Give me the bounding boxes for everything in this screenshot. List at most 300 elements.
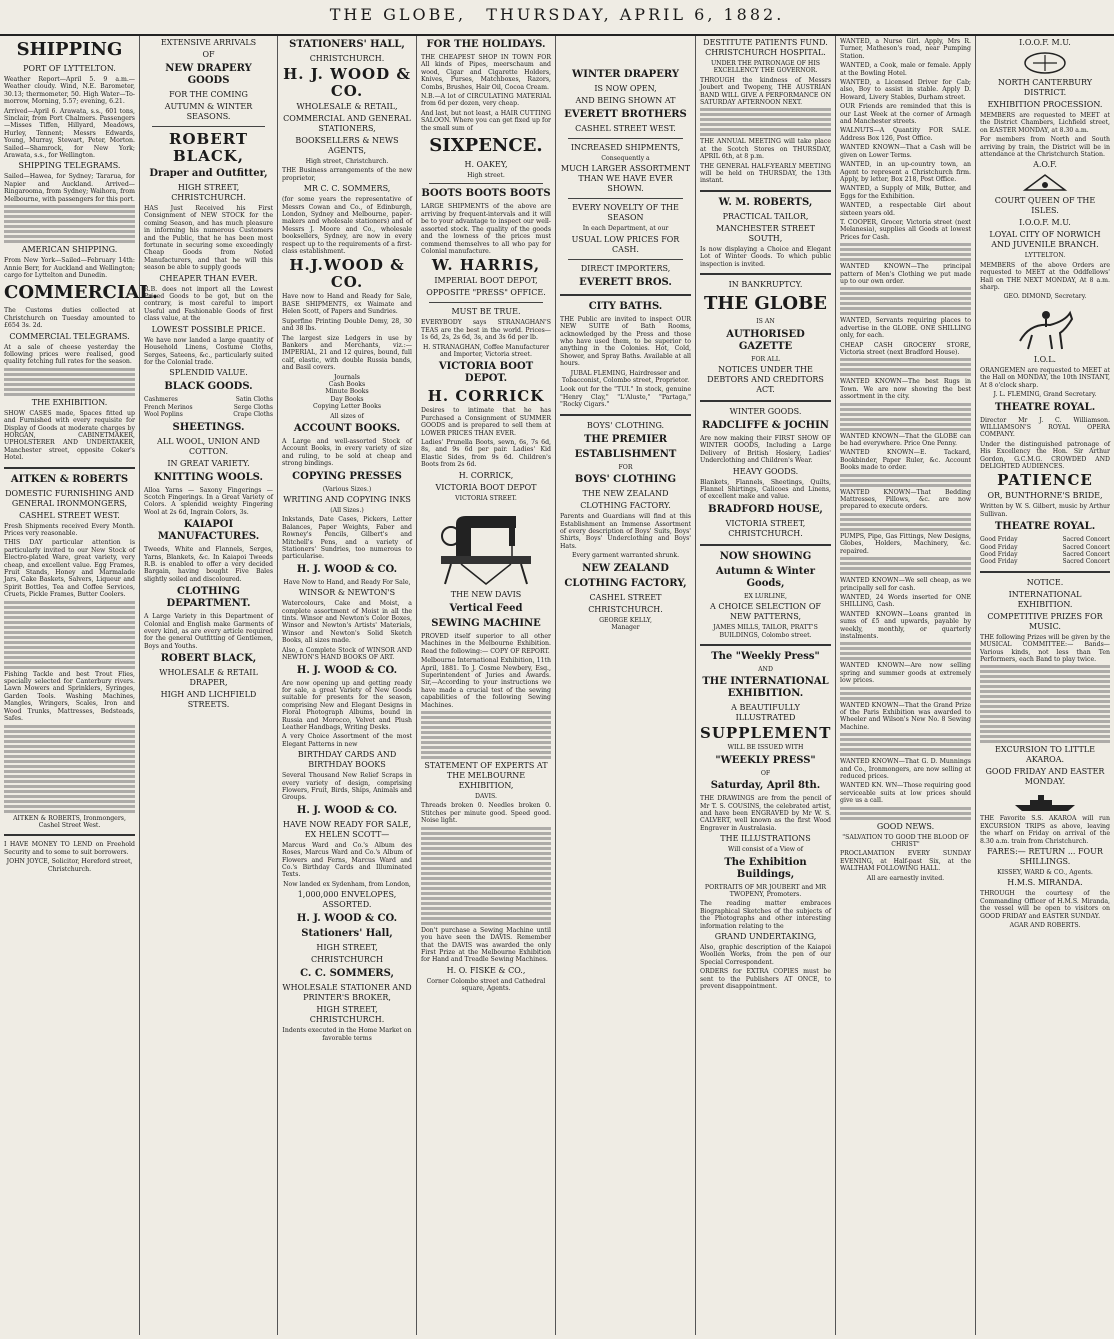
victoria-depot-heading: VICTORIA BOOT DEPOT. xyxy=(438,361,534,385)
wholesale-line: WHOLESALE & RETAIL, xyxy=(296,102,398,111)
aof-heading: A.O.F. xyxy=(1033,160,1057,170)
factory-heading: CLOTHING FACTORY, xyxy=(564,577,687,589)
theatre-text-2: Under the distinguished patronage of His Excellency the Hon. Sir Arthur Gordon, G.C.M.G. CROWDED AND DELIGHTED AUDIENCES. xyxy=(980,440,1110,470)
text-filler xyxy=(840,287,971,315)
clothing-text: A Large Variety in this Department of Colonial and English make Garments of every kind, as are every article required for the general Outfitting of Gentlemen, Boys and Youths. xyxy=(144,613,273,650)
wanted-ad: WANTED KNOWN—That a Cash will be given on Lower Terms. xyxy=(840,144,971,159)
wood-heading-6: H. J. WOOD & CO. xyxy=(296,913,398,925)
members-text: MEMBERS of the above Orders are requested to MEET at the Oddfellows' Hall on THE NEXT MONDAY, At 8 a.m. sharp. xyxy=(980,261,1110,292)
wood-text-7: Inkstands, Date Cases, Pickers, Letter Balances, Paper Weights, Faber and Rowney's Pencils, Gilbert's and Mitchell's Pens, and a variety of Stationers' Sundries, too numerous to particularise. xyxy=(282,516,412,561)
baths-text: THE Public are invited to inspect OUR NEW SUITE of Bath Rooms, acknowledged by the Press and those who have used them, to be superior to anything in the Colonies. Hot, Cold, Shower, and Spray Baths. Available at all hours. xyxy=(560,315,691,368)
text-filler xyxy=(421,827,551,925)
for-word: FOR xyxy=(618,463,633,471)
good-friday-line: GOOD FRIDAY AND EASTER MONDAY. xyxy=(985,767,1105,787)
clothing-heading: CLOTHING DEPARTMENT. xyxy=(166,586,251,610)
lurline-line: EX LURLINE, xyxy=(744,592,787,600)
american-shipping-heading: AMERICAN SHIPPING. xyxy=(21,245,118,255)
wanted-ad: WANTED KNOWN—The best Rugs in Town. We are now showing the best assortment in the city. xyxy=(840,378,971,401)
good-news-heading: GOOD NEWS. xyxy=(876,821,935,831)
telegrams-heading: SHIPPING TELEGRAMS. xyxy=(18,161,121,171)
corrick-heading: H. CORRICK xyxy=(427,387,545,406)
miranda-heading: H.M.S. MIRANDA. xyxy=(1007,878,1083,888)
patience-heading: PATIENCE xyxy=(997,471,1093,490)
concert-day: Good Friday xyxy=(980,543,1018,551)
davis-text-2: Melbourne International Exhibition, 11th April, 1881. To J. Cosme Newbery, Esq., Superintendent of Juries and Awards. Sir,—According to your instructions we have made a crucial test of the sewing capabilities of the following Sewing Machines. xyxy=(421,657,551,709)
procession-text: MEMBERS are requested to MEET at the District Chambers, Lichfield street, on EASTER MONDAY, at 8.30 a.m. xyxy=(980,112,1110,134)
wanted-ad: CHEAP CASH GROCERY STORE, Victoria street (next Bradford House). xyxy=(840,341,971,356)
exhibition-heading: THE EXHIBITION. xyxy=(31,397,108,407)
consist-line: Will consist of a View of xyxy=(727,846,804,854)
nz-line: THE NEW ZEALAND xyxy=(582,489,669,499)
masthead-title: THE GLOBE, xyxy=(329,5,467,24)
choice-line: A CHOICE SELECTION OF NEW PATTERNS, xyxy=(710,602,821,622)
masthead-date: THURSDAY, APRIL 6, 1882. xyxy=(486,5,785,24)
exhibition-ad: SHOW CASES made, Spaces fitted up and Furnished with every requisite for Display of Goods at moderate charges by HORGAN, CABINETMAKER, UPHOLSTERER AND UNDERTAKER, Manchester street, opposite Coker's Hotel. xyxy=(4,409,135,462)
portraits-text: PORTRAITS OF MR JOUBERT and MR TWOPENY, Promoters. xyxy=(704,883,827,899)
arrivals: Arrived—April 6. Arawata, s.s., 601 tons, Sinclair, from Port Chalmers. Passengers—Misses Tiffen, Hillyard, Meadows, Hurley, Tennent; Messrs Edwards, Young, Murray, Stewart, Peter, Morton. Sailed—Shamrock, for New York; Arawata, s.s., for Wellington. xyxy=(4,107,135,160)
black-text-3: We have now landed a large quantity of Household Linens, Costume Cloths, Serges, Sateens, &c., particularly suited for the Colonial trade. xyxy=(144,336,273,366)
text-filler xyxy=(840,642,971,660)
robert-black-heading: ROBERT BLACK, xyxy=(168,130,248,165)
commercial-telegrams-heading: COMMERCIAL TELEGRAMS. xyxy=(9,331,130,341)
goods-item: French Merinos xyxy=(144,403,193,411)
roberts-address: MANCHESTER STREET SOUTH, xyxy=(716,223,815,243)
weekly-press-line: "WEEKLY PRESS" xyxy=(715,754,816,766)
salvation-text: "SALVATION TO GOOD THE BLOOD OF CHRIST" xyxy=(842,833,969,849)
davis-text-1: PROVED itself superior to all other Machines in the Melbourne Exhibition. Read the following:— COPY OF REPORT. xyxy=(421,633,551,655)
column-8 xyxy=(976,36,1114,1335)
theatre-royal-heading: THEATRE ROYAL. xyxy=(994,401,1096,413)
heavy-goods-heading: HEAVY GOODS. xyxy=(732,466,799,476)
concert-type: Sacred Concert xyxy=(1062,550,1110,558)
sewing-machine-illustration xyxy=(431,506,541,586)
victoria-depot-sign: VICTORIA BOOT DEPOT xyxy=(435,482,537,492)
annual-meeting-text: THE ANNUAL MEETING will take place at the Scotch Stores on THURSDAY, APRIL 6th, at 8 p.m. xyxy=(700,138,831,161)
much-larger-line: MUCH LARGER ASSORTMENT THAN WE HAVE EVER SHOWN. xyxy=(560,164,691,194)
wanted-ad: WALNUTS—A Quantity FOR SALE. Address Box 126, Post Office. xyxy=(840,127,971,142)
wood-text-11: Are now opening up and getting ready for sale, a great Variety of New Goods suitable for presents for the season, comprising New and Elegant Designs in Floral Photograph Albums, bound in Russia and Morocco, Velvet and Plush Leather Handbags, Writing Desks. xyxy=(282,679,412,731)
sixpence-heading: SIXPENCE. xyxy=(429,135,543,157)
sommers-address: HIGH STREET, CHRISTCHURCH. xyxy=(309,1005,385,1025)
ledger-list: Journals Cash Books Minute Books Day Books Copying Letter Books xyxy=(312,373,382,411)
commercial-line: COMMERCIAL AND GENERAL STATIONERS, xyxy=(283,114,411,133)
aitken-heading: AITKEN & ROBERTS xyxy=(10,473,129,485)
wanted-ad: PUMPS, Pipe, Gas Fittings, New Designs, Globes, Holders, Machinery, &c. repaired. xyxy=(840,532,971,555)
money-to-lend: I HAVE MONEY TO LEND on Freehold Security and to some to suit borrowers. xyxy=(4,841,135,856)
telegrams-text: Sailed—Hawea, for Sydney; Tararua, for Napier and Auckland. Arrived—Ringarooma, from Sydney; Waihora, from Melbourne, with passengers for this port. xyxy=(4,173,135,203)
high-street-line: High street, Christchurch. xyxy=(305,158,389,165)
proclamation-text: PROCLAMATION EVERY SUNDAY EVENING, at Half-past Six, at the WALTHAM FOLLOWING HALL. xyxy=(840,850,971,873)
wanted-ad: WANTED, in an up-country town, an Agent to represent a Christchurch firm. Apply, by letter, Box 218, Post Office. xyxy=(840,161,971,183)
weekly-press-heading: The "Weekly Press" xyxy=(711,650,820,662)
procession-line: EXHIBITION PROCESSION. xyxy=(987,100,1103,109)
aitken-address: CASHEL STREET WEST. xyxy=(19,510,120,520)
concert-row xyxy=(980,536,1110,543)
wanted-ad: WANTED, a respectable Girl about sixteen years old. xyxy=(840,202,971,217)
text-filler xyxy=(4,601,135,669)
tailor-line: PRACTICAL TAILOR, xyxy=(722,211,809,221)
goods-row xyxy=(144,411,273,418)
theatre-royal-heading-2: THEATRE ROYAL. xyxy=(994,521,1096,533)
imperial-depot: IMPERIAL BOOT DEPOT, xyxy=(434,276,538,286)
supplement-heading: SUPPLEMENT xyxy=(700,724,832,743)
dept-line: In each Department, at our xyxy=(582,225,669,233)
text-filler xyxy=(4,725,135,813)
wanted-ad: WANTED KNOWN—That Bedding Mattresses, Pillows, &c. are now prepared to execute orders. xyxy=(840,488,971,511)
drapery-heading: NEW DRAPERY GOODS xyxy=(165,63,252,86)
winter-drapery-heading: WINTER DRAPERY xyxy=(572,69,679,80)
column-7 xyxy=(836,36,976,1335)
wanted-ad: WANTED, a Nurse Girl. Apply, Mrs R. Turner, Matheson's road, near Pumping Station. xyxy=(840,38,971,60)
wanted-ad: OUR Friends are reminded that this is our Last Week at the corner of Armagh and Manchester streets. xyxy=(840,103,971,126)
goods-item: Wool Poplins xyxy=(144,411,183,419)
iof-heading-2: I.O.O.F. M.U. xyxy=(1019,218,1071,228)
wholesale-stationer-line: WHOLESALE STATIONER AND PRINTER'S BROKER, xyxy=(282,983,412,1003)
text-filler xyxy=(840,807,971,820)
wanted-ad: WANTED KNOWN—Are now selling spring and summer goods at extremely low prices. xyxy=(840,662,971,685)
sommers-heading: C. C. SOMMERS, xyxy=(300,968,394,980)
dimond-sign: GEO. DIMOND, Secretary. xyxy=(1003,293,1087,301)
column-4 xyxy=(417,36,556,1335)
fleming-sign: JUBAL FLEMING, Hairdresser and Tobacconist, Colombo street, Proprietor. xyxy=(561,369,690,385)
wanted-ad: WANTED KNOWN—We sell cheap, as we principally sell for cash. xyxy=(840,577,971,592)
fiske-address: Corner Colombo street and Cathedral square, Agents. xyxy=(426,977,546,993)
agar-sign: AGAR AND ROBERTS. xyxy=(1009,922,1081,930)
stranaghan-text: EVERYBODY says STRANAGHAN'S TEAS are the best in the world. Prices—1s 6d, 2s, 2s 6d, 3s, and 3s 6d per lb. xyxy=(421,319,551,342)
consequently-line: Consequently a xyxy=(601,155,650,162)
text-filler xyxy=(840,557,971,575)
black-goods-heading: BLACK GOODS. xyxy=(164,381,253,393)
procession-text-2: For members from North and South arriving by train, the District will be in attendance at the Christchurch Station. xyxy=(980,136,1110,159)
davis-heading: THE NEW DAVIS xyxy=(450,590,522,599)
concert-type: Sacred Concert xyxy=(1062,543,1110,551)
fiske-sign: H. O. FISKE & CO., xyxy=(446,965,526,975)
and-word: AND xyxy=(758,665,773,673)
commercial-telegrams-text: At a sale of cheese yesterday the following prices were realised, good quality fetching full rates for the season. xyxy=(4,343,135,366)
davis-text-4: Don't purchase a Sewing Machine until you have seen the DAVIS. Remember that the DAVIS was awarded the only First Prize at the Melbourne Exhibition for Hand and Treadle Sewing Machines. xyxy=(421,926,551,964)
wanted-ad: WANTED KNOWN—That the GLOBE can be had everywhere. Price One Penny. xyxy=(840,432,971,448)
wood-text-5: The largest size Ledgers in use by Bankers and Merchants, viz.:— IMPERIAL, 21 and 12 quires, bound, full calf, elastic, with double Russia bands, and Basil covers. xyxy=(282,334,412,372)
boots-heading: BOOTS BOOTS BOOTS xyxy=(421,188,551,200)
hospital-text: THROUGH the kindness of Messrs Joubert and Twopeny, THE AUSTRIAN BAND WILL GIVE A PERFORMANCE ON SATURDAY AFTERNOON NEXT. xyxy=(700,76,831,107)
invited-text: All are earnestly invited. xyxy=(866,874,945,882)
must-be-true-heading: MUST BE TRUE. xyxy=(451,307,521,317)
saturday-line: Saturday, April 8th. xyxy=(710,780,821,792)
kaiapoi-description: Also, graphic description of the Kaiapoi Woollen Works, from the pen of our Special Correspondent. xyxy=(700,944,831,966)
text-filler xyxy=(421,711,551,759)
commercial-text: The Customs duties collected at Christchurch on Tuesday amounted to £654 3s. 2d. xyxy=(4,307,135,330)
boys-clothing-line: BOYS' CLOTHING xyxy=(574,474,677,486)
radcliffe-text: Are now making their FIRST SHOW OF WINTER GOODS, Including a Large Delivery of British Hosiery, Ladies' Underclothing and Children's Wear. xyxy=(700,434,831,465)
text-filler xyxy=(840,358,971,376)
sommers-name: MR C. C. SOMMERS, xyxy=(303,184,391,194)
lyttelton-line: LYTTELTON. xyxy=(1024,252,1066,260)
iof-heading: I.O.O.F. M.U. xyxy=(1019,38,1071,47)
illustrations-heading: THE ILLUSTRATIONS xyxy=(720,834,811,844)
black-signature: ROBERT BLACK, xyxy=(160,653,257,665)
holidays-text-2: N.B.—A lot of CIRCULATING MATERIAL from 6d per dozen, very cheap. xyxy=(421,93,551,108)
copying-presses-heading: COPYING PRESSES xyxy=(292,470,402,482)
of-word: OF xyxy=(202,50,215,59)
all-sizes-line: All sizes of xyxy=(330,412,364,420)
extra-copies-text: ORDERS for EXTRA COPIES must be sent to the Publishers AT ONCE, to prevent disappointment. xyxy=(700,968,831,991)
text-filler xyxy=(4,368,135,396)
black-text-1: HAS Just Received his First Consignment of NEW STOCK for the coming Season, and has much pleasure in informing his numerous Customers and the Public, that he has been most fortunate in securing some exceedingly Cheap Goods from Noted Manufacturers, and that he will this season be able to supply goods xyxy=(144,205,273,272)
victoria-street: VICTORIA STREET. xyxy=(455,494,517,502)
kelly-name: GEORGE KELLY, xyxy=(599,616,652,624)
cashel-street: CASHEL STREET xyxy=(589,592,662,602)
wood-heading: H. J. WOOD & CO. xyxy=(283,65,411,100)
manager-title: Manager xyxy=(611,623,640,631)
direct-importers: DIRECT IMPORTERS, xyxy=(580,263,671,273)
arrivals-heading: EXTENSIVE ARRIVALS xyxy=(160,38,257,47)
issued-line: WILL BE ISSUED WITH xyxy=(727,744,804,752)
wood-heading-2: H.J.WOOD & CO. xyxy=(289,256,405,292)
now-showing-heading: NOW SHOWING xyxy=(719,550,812,562)
concert-row xyxy=(980,558,1110,565)
winter-goods-heading: WINTER GOODS. xyxy=(729,406,802,416)
mills-sign: JAMES MILLS, TAILOR, PRATT'S BUILDINGS, Colombo street. xyxy=(713,624,818,639)
street-line: HIGH STREET, xyxy=(316,943,378,953)
sheetings-heading: SHEETINGS. xyxy=(172,421,245,433)
concert-day: Good Friday xyxy=(980,558,1018,566)
open-line: IS NOW OPEN, xyxy=(594,84,657,93)
ink-sizes: (All Sizes.) xyxy=(330,507,364,514)
wool-line: ALL WOOL, UNION AND COTTON. xyxy=(157,436,260,456)
miranda-text: THROUGH the courtesy of the Commanding Officer of H.M.S. Miranda, the vessel will be open to visitors on GOOD FRIDAY and EASTER SUNDAY. xyxy=(980,890,1110,920)
wanted-ad: WANTED KNOWN—That G. D. Munnings and Co., Ironmongers, are now selling at reduced prices. xyxy=(840,758,971,780)
wood-text-1: THE Business arrangements of the new proprietor, xyxy=(282,167,412,182)
wanted-ad: WANTED KNOWN—Loans granted in sums of £5 and upwards, payable by weekly, monthly, or quarterly instalments. xyxy=(840,610,971,640)
radcliffe-heading: RADCLIFFE & JOCHIN xyxy=(702,419,829,431)
wanted-ad: WANTED KNOWN—E. Tackard, Bookbinder, Paper Ruler, &c. Account Books made to order. xyxy=(840,449,971,472)
goods-item: Crape Cloths xyxy=(233,411,273,419)
text-filler xyxy=(840,687,971,700)
establishment-line: ESTABLISHMENT xyxy=(574,448,677,460)
bankruptcy-heading: IN BANKRUPTCY. xyxy=(728,280,803,290)
black-sign-line: WHOLESALE & RETAIL DRAPER, xyxy=(159,668,258,688)
bradford-street: VICTORIA STREET, CHRISTCHURCH. xyxy=(725,518,806,538)
city-baths-heading: CITY BATHS. xyxy=(588,300,663,312)
aitken-sub: DOMESTIC FURNISHING AND GENERAL IRONMONGERS, xyxy=(5,488,134,508)
port-heading: PORT OF LYTTELTON. xyxy=(23,64,116,73)
concert-row xyxy=(980,551,1110,558)
akaroa-text: THE Favorite S.S. AKAROA will run EXCURSION TRIPS as above, leaving the wharf on Friday on arrival of the 8.30 a.m. train from Christchurch. xyxy=(980,815,1110,845)
globe-heading: THE GLOBE xyxy=(703,293,828,315)
seasons-text: AUTUMN & WINTER SEASONS. xyxy=(164,102,253,121)
bunthorne-line: OR, BUNTHORNE'S BRIDE, xyxy=(987,491,1103,501)
holidays-text-3: And last, but not least, a HAIR CUTTING SALOON. Where you can get fixed up for the small sum of xyxy=(421,109,551,132)
stationers-hall-heading: STATIONERS' HALL, xyxy=(289,39,405,50)
is-an-line: IS AN xyxy=(756,318,775,326)
beautiful-line: A BEAUTIFULLY ILLUSTRATED xyxy=(731,703,800,723)
column-5 xyxy=(556,36,696,1335)
envelopes-line: 1,000,000 ENVELOPES, ASSORTED. xyxy=(297,890,397,910)
text-filler xyxy=(840,733,971,756)
steamer-icon xyxy=(1010,789,1080,813)
hospital-patronage: UNDER THE PATRONAGE OF HIS EXCELLENCY THE GOVERNOR. xyxy=(710,60,821,75)
text-filler xyxy=(700,108,831,136)
wanted-ad: WANTED KN. WN—Those requiring good serviceable suits at low prices should give us a call. xyxy=(840,782,971,805)
court-line: COURT QUEEN OF THE ISLES. xyxy=(994,196,1096,216)
stranaghan-sign: H. STRANAGHAN, Coffee Manufacturer and Importer, Victoria street. xyxy=(422,343,550,358)
half-yearly-text: THE GENERAL HALF-YEARLY MEETING will be held on THURSDAY, the 13th instant. xyxy=(700,162,831,185)
theatre-text-1: Director Mr J. C. Williamson. WILLIAMSON'S ROYAL OPERA COMPANY. xyxy=(980,416,1110,439)
wanted-ad: WANTED, Servants requiring places to advertise in the GLOBE. ONE SHILLING only, for each. xyxy=(840,317,971,340)
text-filler xyxy=(840,474,971,487)
wood-heading-3: H. J. WOOD & CO. xyxy=(296,563,398,575)
fleming-secretary: J. L. FLEMING, Grand Secretary. xyxy=(993,391,1097,399)
district-line: NORTH CANTERBURY DISTRICT. xyxy=(997,78,1093,97)
wood-text-3: Have now to Hand and Ready for Sale, BASE SHIPMENTS, ex Waimate and Helen Scott, of Papers and Sundries. xyxy=(282,293,412,316)
concert-row xyxy=(980,544,1110,551)
wood-text-15: Now landed ex Sydenham, from London, xyxy=(283,880,411,888)
heavy-goods-text: Blankets, Flannels, Sheetings, Quilts, Flannel Shirtings, Calicoes and Linens, of excellent make and value. xyxy=(700,478,831,501)
indents-line: Indents executed in the Home Market on favorable terms xyxy=(282,1027,412,1042)
chch-line: CHRISTCHURCH xyxy=(310,955,384,965)
concert-type: Sacred Concert xyxy=(1062,536,1110,544)
roberts-heading: W. M. ROBERTS, xyxy=(718,196,813,208)
goods-item: Cashmeres xyxy=(144,396,178,404)
kaiapoi-text: Tweeds, White and Flannels, Serges, Yarns, Blankets, &c. In Kaiapoi Tweeds R.B. is enabled to offer a very decided Bargain, having bought Five Bales slightly soiled and discoloured. xyxy=(144,546,273,583)
reading-matter-text: The reading matter embraces Biographical Sketches of the subjects of the Photographs and other interesting information relating to the xyxy=(700,900,831,930)
lowest-price-line: LOWEST POSSIBLE PRICE. xyxy=(151,324,266,334)
wanted-ad: WANTED, a Cook, male or female. Apply at the Bowling Hotel. xyxy=(840,62,971,77)
wood-text-2: (for some years the representative of Messrs Cowan and Co., of Edinburgh, London, Sydney and Melbourne, paper-makers and wholesale stationers) and of Messrs J. Moore and Co., wholesale booksellers, Sydney, are now in every respect up to the requirements of a first-class establishment. xyxy=(282,196,412,256)
booksellers-line: BOOKSELLERS & NEWS AGENTS, xyxy=(295,136,399,155)
grand-undertaking: GRAND UNDERTAKING, xyxy=(714,932,817,942)
bradford-heading: BRADFORD HOUSE, xyxy=(708,503,823,515)
goods-item: Satin Cloths xyxy=(235,396,273,404)
goods-row xyxy=(144,396,273,403)
novelty-line: EVERY NOVELTY OF THE SEASON xyxy=(572,203,679,223)
wood-text-6: A Large and well-assorted Stock of Account Books, in every variety of size and ruling, to be sold at cheap and strong bindings. xyxy=(282,437,412,468)
black-text-2: R.B. does not import all the Lowest Priced Goods to be got, but on the contrary, is most careful to import Useful and Fashionable Goods of first class value, at the xyxy=(144,285,273,323)
wanted-ad: WANTED, a Supply of Milk, Butter, and Eggs for the Exhibition. xyxy=(840,185,971,200)
roberts-text: Is now displaying a Choice and Elegant Lot of Winter Goods. To which public inspection is invited. xyxy=(700,245,831,268)
corrick-text-1: Desires to intimate that he has Purchased a Consignment of SUMMER GOODS and is prepared to sell them at LOWER PRICES THAN EVER. xyxy=(421,407,551,437)
corrick-text-2: Ladies' Prunella Boots, sewn, 6s, 7s 6d, 8s, and 9s 6d per pair. Ladies' Kid Elastic Sides, from 9s 6d. Children's Boots from 2s 6d. xyxy=(421,438,551,469)
crest-icon xyxy=(1015,172,1075,194)
wood-text-8: Have Now to Hand, and Ready For Sale, xyxy=(283,578,411,586)
kissey-sign: KISSEY, WARD & CO., Agents. xyxy=(997,869,1093,877)
everett-heading: EVERETT BROTHERS xyxy=(564,109,687,120)
masthead xyxy=(0,0,1114,36)
prizes-text: THE following Prizes will be given by the MUSICAL COMMITTEE:— Bands—Various kinds, not less than Ten Performers, each Band to play twice. xyxy=(980,633,1110,663)
aitken-signature: AITKEN & ROBERTS, Ironmongers, Cashel Street West. xyxy=(13,814,126,829)
text-filler xyxy=(840,403,971,431)
autumn-winter-line: Autumn & Winter Goods, xyxy=(715,565,816,589)
opposite-press: OPPOSITE "PRESS" OFFICE. xyxy=(426,288,546,298)
orangemen-text: ORANGEMEN are requested to MEET at the Hall on MONDAY, the 10th INSTANT, At 8 o'clock sharp. xyxy=(980,366,1110,389)
wood-heading-4: H. J. WOOD & CO. xyxy=(296,664,398,676)
excursion-heading: EXCURSION TO LITTLE AKAROA. xyxy=(995,745,1095,765)
cheaper-line: CHEAPER THAN EVER. xyxy=(159,273,258,283)
theatre-text-3: Written by W. S. Gilbert, music by Arthur Sullivan. xyxy=(980,503,1110,518)
wood-heading-5: H. J. WOOD & CO. xyxy=(296,804,398,816)
factory-line: CLOTHING FACTORY. xyxy=(580,501,671,511)
goods-item: Serge Cloths xyxy=(233,403,273,411)
wood-text-9: Watercolours, Cake and Moist, a complete assortment of Moist in all the tints. Winsor and Newton's Color Boxes, Winsor and Newton's Artists' Materials, Winsor and Newton's Solid Sketch Books, all sizes made. xyxy=(282,600,412,645)
emblem-icon xyxy=(1015,50,1075,76)
text-filler xyxy=(4,205,135,243)
boys-text: Parents and Guardians will find at this Establishment an Immense Assortment of every description of Boys' Suits, Boys' Shirts, Boys' Underclothing and Boys' Hats. xyxy=(560,513,691,550)
everett-bros: EVERETT BROS. xyxy=(579,276,672,288)
text-filler xyxy=(980,665,1110,743)
davis-label: DAVIS. xyxy=(474,793,498,801)
column-6 xyxy=(696,36,836,1335)
warranted-text: Every garment warranted shrunk. xyxy=(571,552,680,560)
city-line: CHRISTCHURCH. xyxy=(309,54,385,63)
text-filler xyxy=(840,513,971,531)
text-filler xyxy=(840,243,971,261)
corrick-sign: H. CORRICK, xyxy=(458,470,514,480)
wanted-ad: WANTED KNOWN—The principal pattern of Men's Clothing we put made up to our own order. xyxy=(840,263,971,285)
for-all-line: FOR ALL xyxy=(751,355,780,363)
winsor-heading: WINSOR & NEWTON'S xyxy=(298,588,396,598)
coming-text: FOR THE COMING xyxy=(169,90,248,99)
iol-heading: I.O.L. xyxy=(1033,354,1057,364)
concert-day: Good Friday xyxy=(980,536,1018,544)
wanted-ad: WANTED, 24 Words inserted for ONE SHILLING, Cash. xyxy=(840,593,971,609)
shipping-heading: SHIPPING xyxy=(16,39,123,60)
wood-text-14: Marcus Ward and Co.'s Album des Roses, Marcus Ward and Co.'s Album of Flowers and Ferns, Marcus Ward and Co.'s Birthday Cards and Illuminated Texts. xyxy=(282,841,412,879)
black-address: HIGH STREET, CHRISTCHURCH. xyxy=(171,183,246,202)
harris-heading: W. HARRIS, xyxy=(431,256,541,275)
shown-line: AND BEING SHOWN AT xyxy=(575,96,676,105)
holidays-text-1: THE CHEAPEST SHOP IN TOWN FOR All kinds of Pipes, meerschaum and wood, Cigar and Cigarette Holders, Knives, Purses, Matchboxes, Razors, Combs, Brushes, Hair Oil, Cocoa Cream. xyxy=(421,54,551,91)
fares-line: FARES:— RETURN ... FOUR SHILLINGS. xyxy=(987,847,1103,867)
splendid-line: SPLENDID VALUE. xyxy=(169,368,248,378)
wanted-ad: WANTED KNOWN—That the Grand Prize of the Paris Exhibition was awarded to Wheeler and Wilson's New No. 8 Sewing Machine. xyxy=(840,701,971,731)
commercial-heading: COMMERCIAL. xyxy=(4,282,159,304)
intl-exhibition-heading: INTERNATIONAL EXHIBITION. xyxy=(1008,589,1082,609)
kaiapoi-heading: KAIAPOI MANUFACTURES. xyxy=(157,519,260,543)
wood-text-13: Several Thousand New Relief Scraps in every variety of design, comprising Flowers, Fruit, Birds, Ships, Animals and Groups. xyxy=(282,772,412,802)
column-3 xyxy=(278,36,417,1335)
of-line: OF xyxy=(760,769,771,777)
wood-text-4: Superfine Printing Double Demy, 28, 30 and 38 lbs. xyxy=(282,317,412,333)
buildings-line: The Exhibition Buildings, xyxy=(724,856,807,880)
wanted-ad: T. COOPER, Grocer, Victoria street (next Melanesia), supplies all Goods at lowest Prices for Cash. xyxy=(840,218,971,241)
increased-line: INCREASED SHIPMENTS, xyxy=(570,143,681,152)
birthday-cards-heading: BIRTHDAY CARDS AND BIRTHDAY BOOKS xyxy=(297,750,397,770)
concert-day: Good Friday xyxy=(980,550,1018,558)
tui-text: Look out for the "TUI." In stock, genuine "Henry Clay," "L'Aluste," "Partaga," "Rocky Cigars." xyxy=(560,386,691,409)
vertical-feed: Vertical Feed xyxy=(449,603,523,614)
usual-prices-line: USUAL LOW PRICES FOR CASH. xyxy=(571,234,680,254)
davis-text-3: Threads broken 0. Needles broken 0. Stitches per minute good. Speed good. Noise light. xyxy=(421,802,551,825)
various-sizes: (Various Sizes.) xyxy=(322,485,372,493)
aitken-text-2: THIS DAY particular attention is particularly invited to our New Stock of Electro-plated Ware, great variety, very cheap, and excellent value. Egg Frames, Fruit Stands, Honey and Marmalade Jars, Cake Baskets, Salvers, Liqueur and Spirit Bottles, Tea and Coffee Services, Cruets, Pickle Frames, Butter Coolers. xyxy=(4,539,135,599)
sewing-machine-heading: SEWING MACHINE xyxy=(431,618,541,629)
wood-text-10: Also, a Complete Stock of WINSOR AND NEWTON'S HAND BOOKS OF ART. xyxy=(282,646,412,662)
notice-heading: NOTICE. xyxy=(1026,577,1064,587)
oakey-address: High street. xyxy=(467,172,505,180)
notices-line: NOTICES UNDER THE DEBTORS AND CREDITORS ACT. xyxy=(707,364,824,394)
goods-row xyxy=(144,404,273,411)
weather-report: Weather Report—April 5. 9 a.m.—Weather cloudy. Wind, N.E. Barometer, 30.13; thermometer, 50. High Water—To-morrow, Morning, 5.57; evening, 6.21. xyxy=(4,76,135,106)
premier-line: THE PREMIER xyxy=(583,433,668,445)
boys-clothing-heading: BOYS' CLOTHING. xyxy=(586,420,665,430)
cashel-line: CASHEL STREET WEST. xyxy=(575,124,676,133)
prizes-heading: COMPETITIVE PRIZES FOR MUSIC. xyxy=(987,611,1103,631)
christchurch-line: CHRISTCHURCH. xyxy=(588,604,663,614)
boots-text: LARGE SHIPMENTS of the above are arriving by frequent-intervals and it will be to your advantage to inspect our well-assorted stock. The quality of the goods and the lowness of the prices must commend themselves to all who pay for Colonial manufacture. xyxy=(421,203,551,255)
column-1 xyxy=(0,36,159,1335)
ready-line: HAVE NOW READY FOR SALE, EX HELEN SCOTT— xyxy=(282,819,412,839)
holidays-heading: FOR THE HOLIDAYS. xyxy=(426,39,546,50)
